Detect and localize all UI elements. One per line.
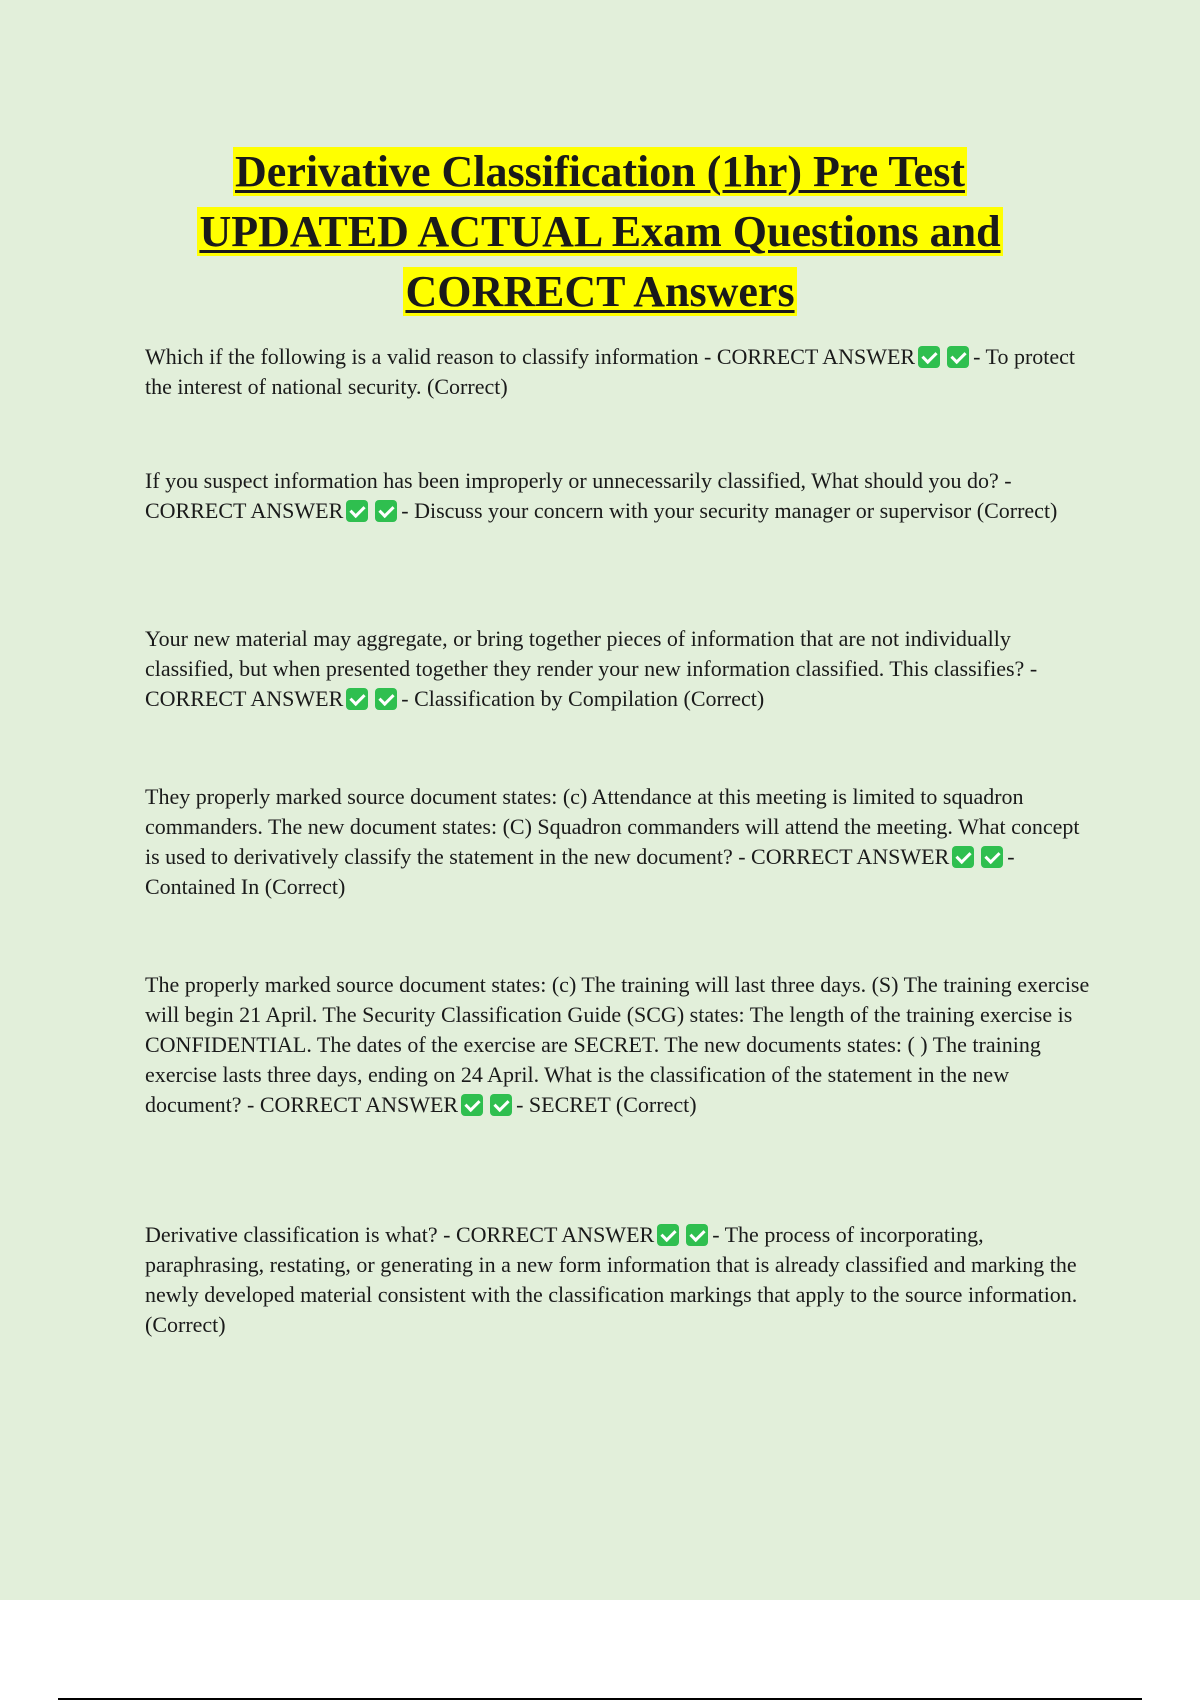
check-mark-icon bbox=[346, 688, 368, 710]
qa-item-1 bbox=[145, 342, 1090, 402]
check-mark-icon bbox=[952, 846, 974, 868]
check-mark-icon bbox=[981, 846, 1003, 868]
check-mark-icon bbox=[947, 346, 969, 368]
check-mark-icon bbox=[918, 346, 940, 368]
qa-item-5 bbox=[145, 970, 1090, 1120]
question-text: The properly marked source document states: (c) The training will last three days. (S) The training exercise will begin 21 April. The Security Classification Guide (SCG) states: The length of the training exercise is CONFIDENTIAL. The dates of the exercise are SECRET. The new documents states: ( ) The training exercise lasts three days, ending on 24 April. What is the classification of the statement in the new document? - CORRECT ANSWER bbox=[145, 972, 1090, 1117]
qa-item-6 bbox=[145, 1220, 1090, 1340]
answer-text: - Classification by Compilation (Correct) bbox=[401, 686, 765, 711]
question-text: Your new material may aggregate, or bring together pieces of information that are not individually classified, but when presented together they render your new information classified. This classifies? - CORRECT ANSWER bbox=[145, 626, 1038, 711]
check-mark-icon bbox=[657, 1224, 679, 1246]
document-title bbox=[100, 142, 1100, 322]
title-line-2: UPDATED ACTUAL Exam Questions and bbox=[199, 207, 1001, 256]
question-text: Which if the following is a valid reason to classify information - CORRECT ANSWER bbox=[145, 344, 916, 369]
qa-item-4 bbox=[145, 782, 1090, 902]
check-mark-icon bbox=[461, 1094, 483, 1116]
question-text: If you suspect information has been improperly or unnecessarily classified, What should you do? - CORRECT ANSWER bbox=[145, 468, 1012, 523]
answer-text: - Contained In (Correct) bbox=[145, 844, 1015, 899]
answer-text: - To protect the interest of national security. (Correct) bbox=[145, 344, 1076, 399]
question-text: Derivative classification is what? - CORRECT ANSWER bbox=[145, 1222, 655, 1247]
answer-text: - The process of incorporating, paraphrasing, restating, or generating in a new form information that is already classified and marking the newly developed material consistent with the classification markings that apply to the source information. (Correct) bbox=[145, 1222, 1078, 1337]
question-text: They properly marked source document states: (c) Attendance at this meeting is limited to squadron commanders. The new document states: (C) Squadron commanders will attend the meeting. What concept is used to derivatively classify the statement in the new document? - CORRECT ANSWER bbox=[145, 784, 1080, 869]
check-mark-icon bbox=[686, 1224, 708, 1246]
check-mark-icon bbox=[346, 500, 368, 522]
qa-item-2 bbox=[145, 466, 1090, 526]
check-mark-icon bbox=[490, 1094, 512, 1116]
answer-text: - SECRET (Correct) bbox=[516, 1092, 697, 1117]
title-line-1: Derivative Classification (1hr) Pre Test bbox=[235, 147, 965, 196]
title-line-3: CORRECT Answers bbox=[405, 267, 795, 316]
check-mark-icon bbox=[375, 688, 397, 710]
check-mark-icon bbox=[375, 500, 397, 522]
qa-item-3 bbox=[145, 624, 1090, 714]
answer-text: - Discuss your concern with your security manager or supervisor (Correct) bbox=[401, 498, 1058, 523]
